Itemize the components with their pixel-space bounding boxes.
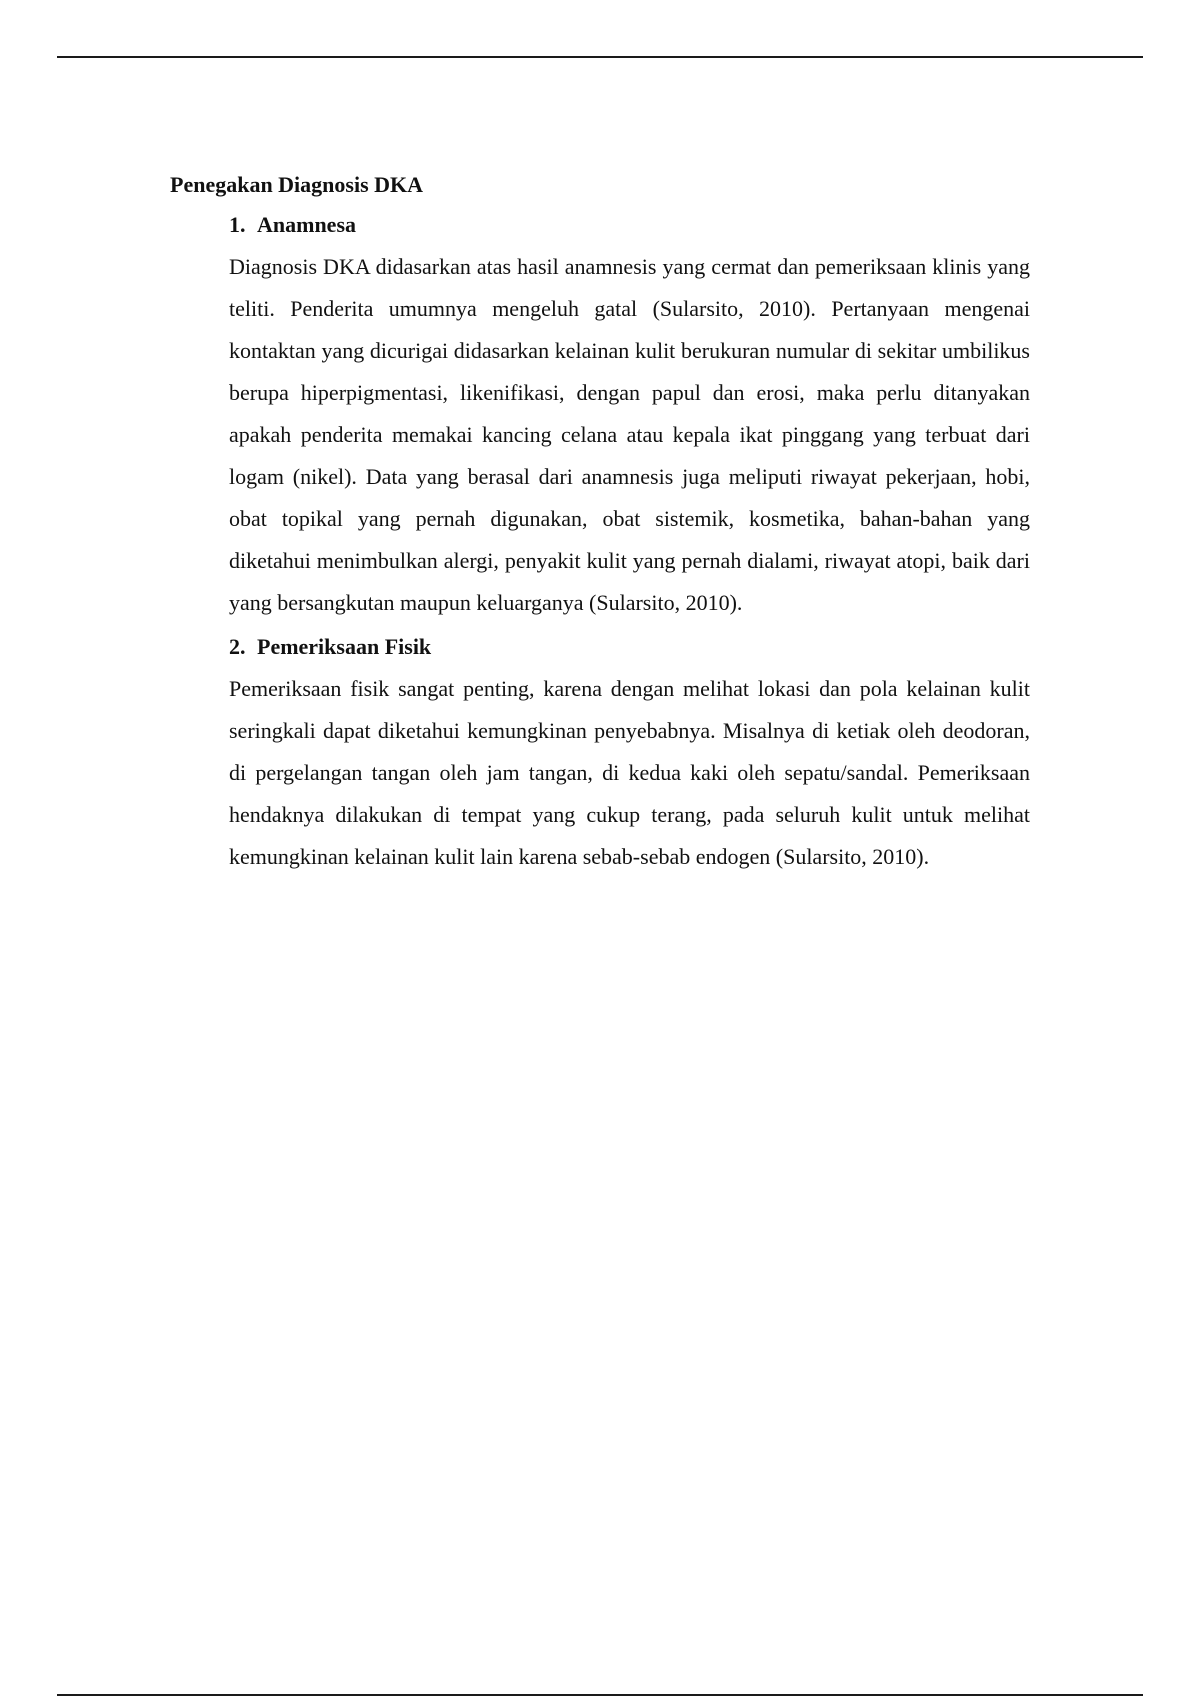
document-body [170, 168, 1030, 878]
section-number: 2. [229, 634, 246, 659]
section-title: Pemeriksaan Fisik [257, 634, 432, 659]
section-number: 1. [229, 212, 246, 237]
section-paragraph: Pemeriksaan fisik sangat penting, karena dengan melihat lokasi dan pola kelainan kulit seringkali dapat diketahui kemungkinan penyebabnya. Misalnya di ketiak oleh deodoran, di pergelangan tangan oleh jam tangan, di kedua kaki oleh sepatu/sandal. Pemeriksaan hendaknya dilakukan di tempat yang cukup terang, pada seluruh kulit untuk melihat kemungkinan kelainan kulit lain karena sebab-sebab endogen (Sularsito, 2010). [229, 676, 1030, 869]
section-title: Anamnesa [257, 212, 357, 237]
section-paragraph: Diagnosis DKA didasarkan atas hasil anamnesis yang cermat dan pemeriksaan klinis yang teliti. Penderita umumnya mengeluh gatal (Sularsito, 2010). Pertanyaan mengenai kontaktan yang dicurigai didasarkan kelainan kulit berukuran numular di sekitar umbilikus berupa hiperpigmentasi, likenifikasi, dengan papul dan erosi, maka perlu ditanyakan apakah penderita memakai kancing celana atau kepala ikat pinggang yang terbuat dari logam (nikel). Data yang berasal dari anamnesis juga meliputi riwayat pekerjaan, hobi, obat topikal yang pernah digunakan, obat sistemik, kosmetika, bahan-bahan yang diketahui menimbulkan alergi, penyakit kulit yang pernah dialami, riwayat atopi, baik dari yang bersangkutan maupun keluarganya (Sularsito, 2010). [229, 254, 1030, 615]
section-heading [229, 630, 1030, 664]
footer-rule [57, 1694, 1143, 1696]
header-rule [57, 56, 1143, 58]
section-anamnesa [229, 208, 1030, 624]
section-pemeriksaan-fisik [229, 630, 1030, 878]
main-heading: Penegakan Diagnosis DKA [170, 172, 424, 197]
section-heading [229, 208, 1030, 242]
